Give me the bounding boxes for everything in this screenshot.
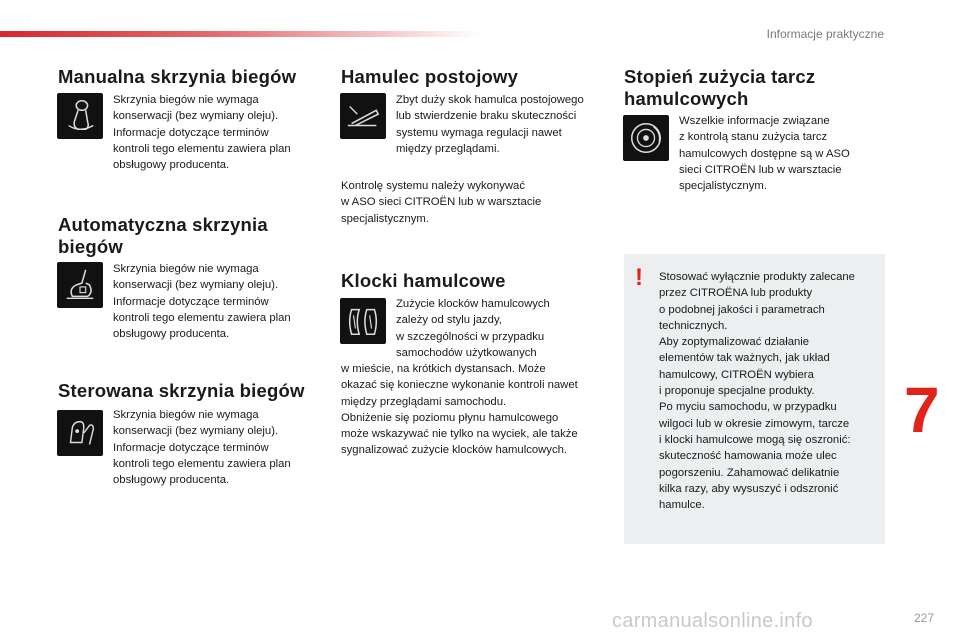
parking-brake-title: Hamulec postojowy <box>341 66 519 87</box>
header-accent-bar <box>0 31 480 37</box>
automatic-gearshift-icon <box>57 262 103 308</box>
page-number: 227 <box>914 611 935 625</box>
chapter-number: 7 <box>904 374 940 446</box>
brake-pads-text-2: w mieście, na krótkich dystansach. Może okazać się konieczne wykonanie kontroli nawet między przeglądami samochodu. Obniżenie się poziomu płynu hamulcowego może wskazywać nie tylko na wyciek, ale także sygnalizować zużycie klocków hamulcowych. <box>341 363 578 457</box>
automatic-gearbox-title: Automatyczna skrzynia biegów <box>58 214 268 257</box>
brake-pads-text: Zużycie klocków hamulcowych zależy od stylu jazdy, w szczególności w przypadku samochodów użytkowanych <box>396 298 550 359</box>
brake-disc-icon <box>623 115 669 161</box>
brake-discs-title: Stopień zużycia tarcz hamulcowych <box>624 66 816 109</box>
warning-text: Stosować wyłącznie produkty zalecane przez CITROËNA lub produkty o podobnej jakości i parametrach technicznych. Aby zoptymalizować działanie elementów tak ważnych, jak układ hamulcowy, CITROËN wybiera i proponuje specjalne produkty. Po myciu samochodu, w przypadku wilgoci lub w okresie zimowym, tarcze i klocki hamulcowe mogą się oszronić: skuteczność hamowania może ulec pogorszeniu. Zahamować delikatnie kilka razy, aby wysuszyć i odszronić hamulce. <box>659 271 855 512</box>
controlled-gearbox-title: Sterowana skrzynia biegów <box>58 380 305 401</box>
section-header-title: Informacje praktyczne <box>766 27 884 41</box>
automatic-gearbox-text: Skrzynia biegów nie wymaga konserwacji (bez wymiany oleju). Informacje dotyczące terminów kontroli tego elementu zawiera plan obsługowy producenta. <box>113 263 291 341</box>
watermark: carmanualsonline.info <box>612 610 813 632</box>
controlled-gearbox-text: Skrzynia biegów nie wymaga konserwacji (bez wymiany oleju). Informacje dotyczące terminów kontroli tego elementu zawiera plan obsługowy producenta. <box>113 409 291 487</box>
parking-brake-text: Zbyt duży skok hamulca postojowego lub stwierdzenie braku skuteczności systemu wymaga regulacji nawet między przeglądami. <box>396 94 584 155</box>
brake-discs-text: Wszelkie informacje związane z kontrolą stanu zużycia tarcz hamulcowych dostępne są w ASO sieci CITROËN lub w warsztacie specjalistycznym. <box>679 115 850 193</box>
manual-gearshift-icon <box>57 93 103 139</box>
parking-brake-lever-icon <box>340 93 386 139</box>
brake-pads-title: Klocki hamulcowe <box>341 270 506 291</box>
controlled-gearbox-icon <box>57 410 103 456</box>
parking-brake-text-2: Kontrolę systemu należy wykonywać w ASO sieci CITROËN lub w warsztacie specjalistycznym. <box>341 180 542 225</box>
manual-gearbox-text: Skrzynia biegów nie wymaga konserwacji (bez wymiany oleju). Informacje dotyczące terminów kontroli tego elementu zawiera plan obsługowy producenta. <box>113 94 291 172</box>
brake-pads-icon <box>340 298 386 344</box>
manual-gearbox-title: Manualna skrzynia biegów <box>58 66 297 87</box>
warning-exclamation-icon: ! <box>635 264 643 291</box>
